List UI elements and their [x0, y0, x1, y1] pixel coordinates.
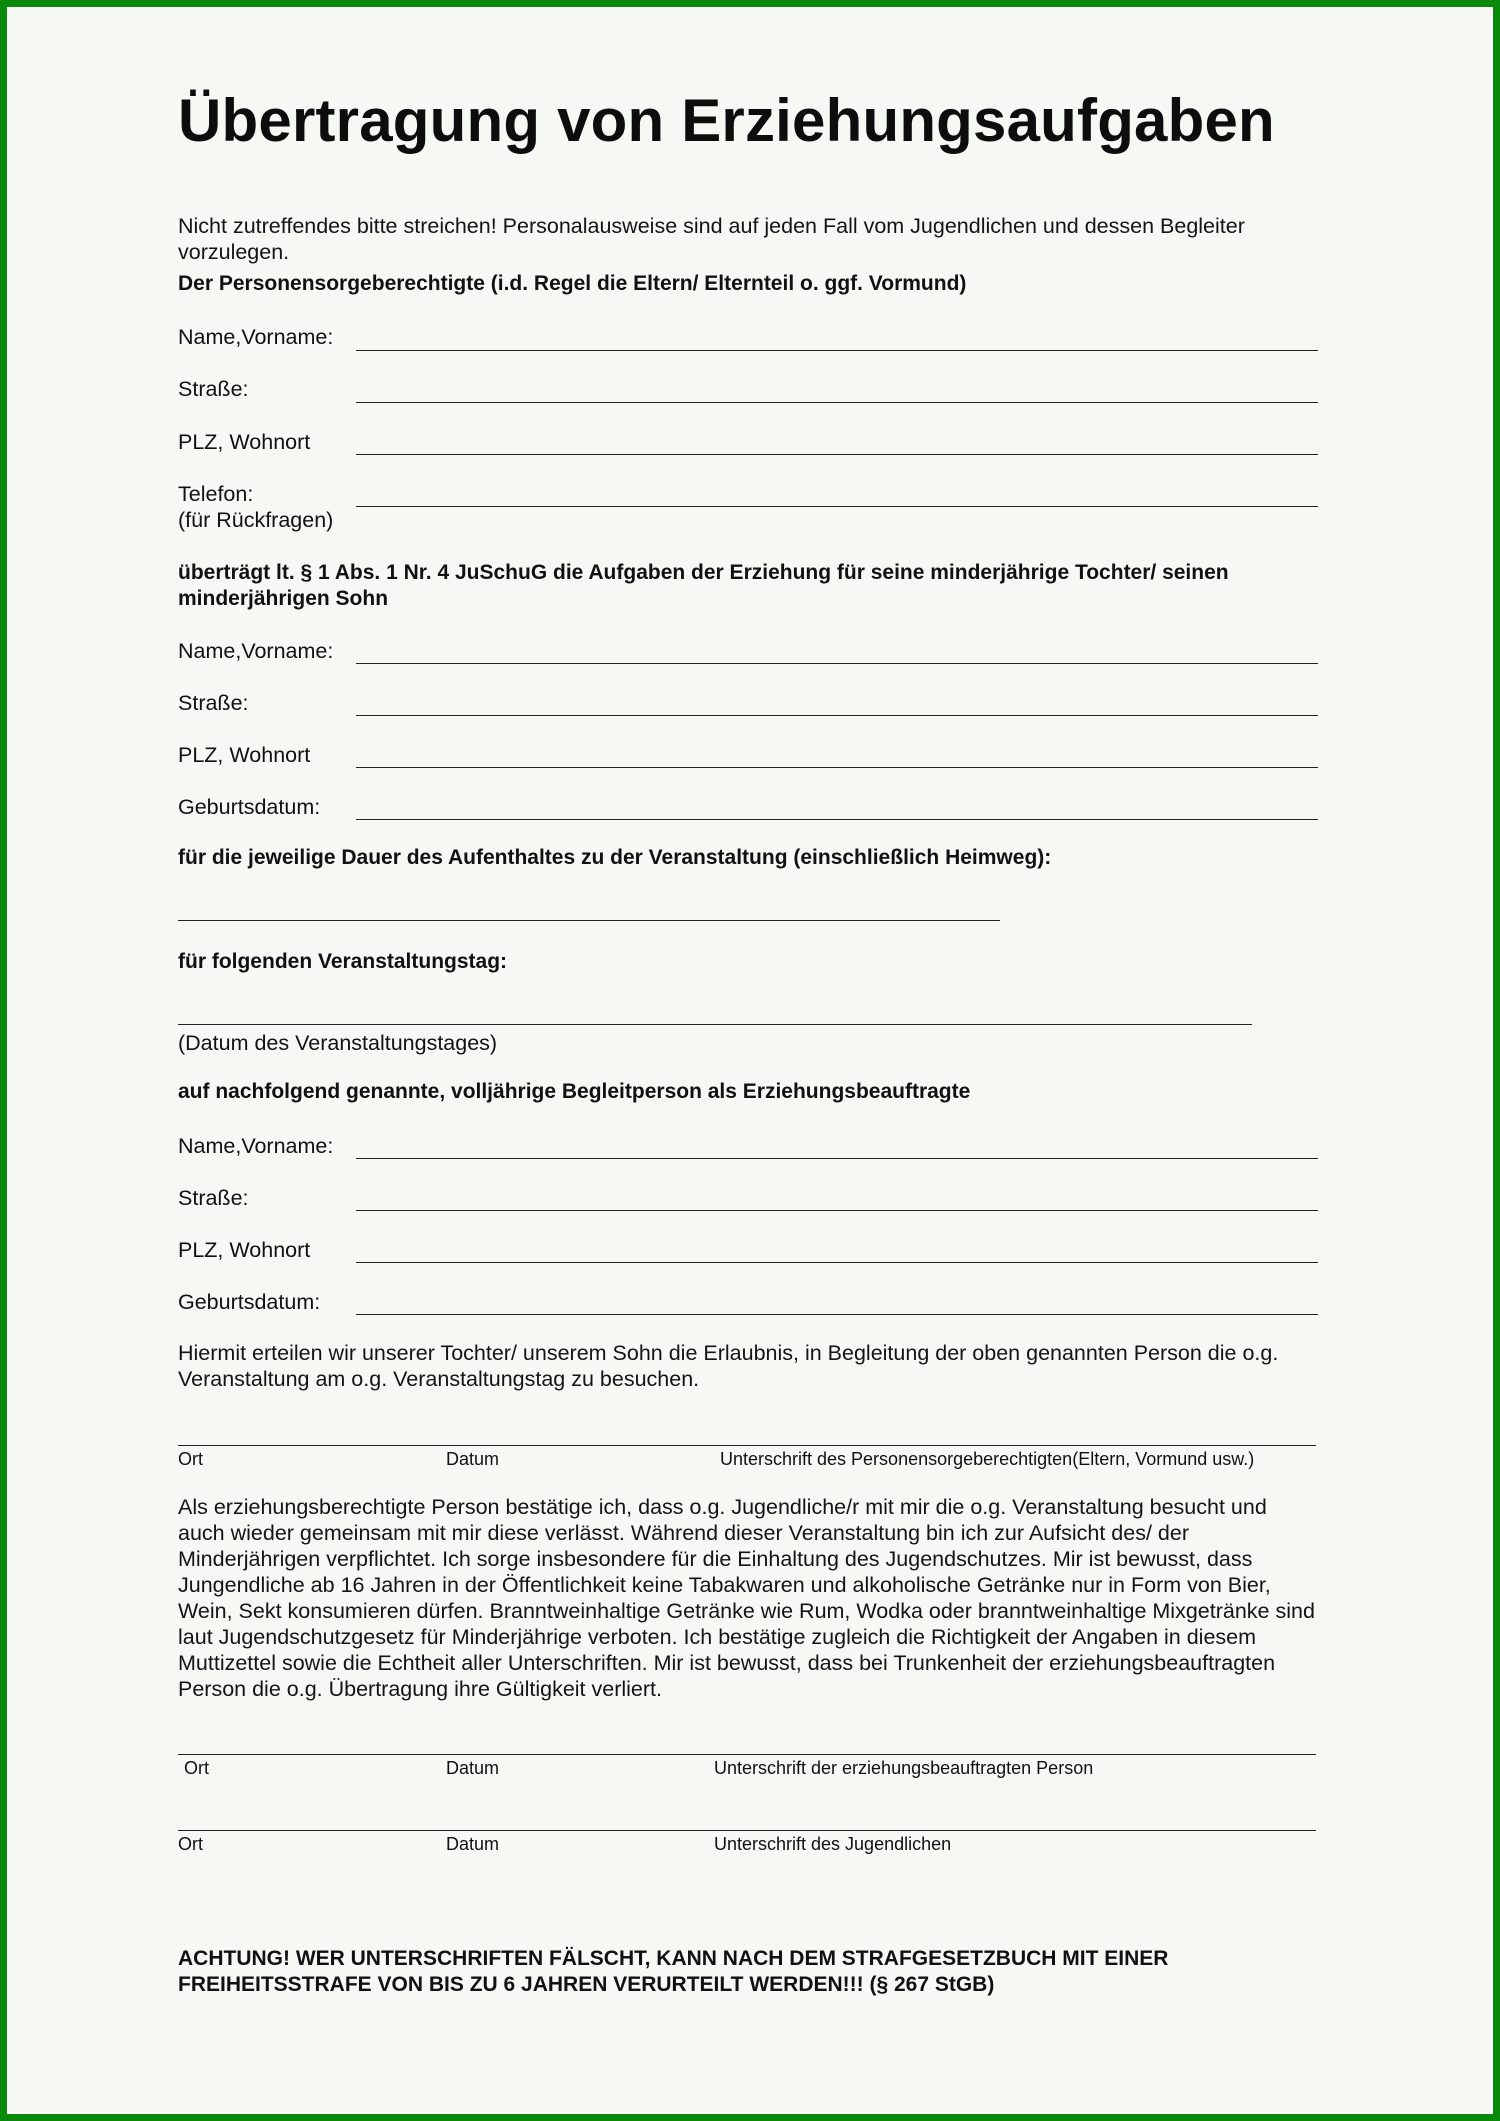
minor-birthdate-label: Geburtsdatum:	[178, 795, 321, 819]
guardian-city-label: PLZ, Wohnort	[178, 430, 311, 454]
companion-signature-line[interactable]	[178, 1754, 1316, 1755]
guardian-city-field[interactable]	[356, 454, 1318, 455]
guardian-phone-field[interactable]	[356, 506, 1318, 507]
signature1-place-label: Ort	[178, 1449, 203, 1469]
minor-name-label: Name,Vorname:	[178, 639, 334, 663]
signature1-date-label: Datum	[446, 1449, 500, 1469]
signature3-place-label: Ort	[178, 1834, 203, 1854]
minor-street-field[interactable]	[356, 715, 1318, 716]
minor-signature-line[interactable]	[178, 1830, 1316, 1831]
minor-street-label: Straße:	[178, 691, 249, 715]
signature1-sign-label: Unterschrift des Personensorgeberechtigten(Eltern, Vormund usw.)	[720, 1449, 1255, 1469]
minor-city-field[interactable]	[356, 767, 1318, 768]
section-minor-heading: überträgt lt. § 1 Abs. 1 Nr. 4 JuSchuG die Aufgaben der Erziehung für seine minderjährige Tochter/ seinen minderjährigen Sohn	[178, 561, 1229, 610]
companion-city-field[interactable]	[356, 1262, 1318, 1263]
forgery-warning: ACHTUNG! WER UNTERSCHRIFTEN FÄLSCHT, KANN NACH DEM STRAFGESETZBUCH MIT EINER FREIHEITSSTRAFE VON BIS ZU 6 JAHREN VERURTEILT WERDEN!!! (§ 267 StGB)	[178, 1947, 1169, 1996]
companion-name-label: Name,Vorname:	[178, 1134, 334, 1158]
guardian-signature-line[interactable]	[178, 1445, 1316, 1446]
companion-street-field[interactable]	[356, 1210, 1318, 1211]
signature3-date-label: Datum	[446, 1834, 500, 1854]
event-date-caption: (Datum des Veranstaltungstages)	[178, 1031, 498, 1055]
guardian-street-field[interactable]	[356, 402, 1318, 403]
signature2-sign-label: Unterschrift der erziehungsbeauftragten Person	[714, 1758, 1094, 1778]
section-guardian-heading: Der Personensorgeberechtigte (i.d. Regel die Eltern/ Elternteil o. ggf. Vormund)	[178, 272, 967, 295]
guardian-phone-label: Telefon:	[178, 482, 254, 506]
companion-birthdate-label: Geburtsdatum:	[178, 1290, 321, 1314]
intro-text: Nicht zutreffendes bitte streichen! Personalausweise sind auf jeden Fall vom Jugendlichen und dessen Begleiter vorzulegen.	[178, 214, 1245, 264]
minor-birthdate-field[interactable]	[356, 819, 1318, 820]
permission-text: Hiermit erteilen wir unserer Tochter/ unserem Sohn die Erlaubnis, in Begleitung der oben genannten Person die o.g. Veranstaltung am o.g. Veranstaltungstag zu besuchen.	[178, 1341, 1279, 1391]
companion-street-label: Straße:	[178, 1186, 249, 1210]
confirmation-text: Als erziehungsberechtigte Person bestätige ich, dass o.g. Jugendliche/r mit mir die o.g. Veranstaltung besucht und auch wieder gemeinsam mit mir diese verlässt. Während dieser Veranstaltung bin ich zur Aufsicht des/ der Minderjährigen verpflichtet. Ich sorge insbesondere für die Einhaltung des Jugendschutzes. Mir ist bewusst, dass Jungendliche ab 16 Jahren in der Öffentlichkeit keine Tabakwaren und alkoholische Getränke nur in Form von Bier, Wein, Sekt konsumieren dürfen. Branntweinhaltige Getränke wie Rum, Wodka oder branntweinhaltige Mixgetränke sind laut Jugendschutzgesetz für Minderjährige verboten. Ich bestätige zugleich die Richtigkeit der Angaben in diesem Muttizettel sowie die Echtheit aller Unterschriften. Mir ist bewusst, dass bei Trunkenheit der erziehungsbeauftragten Person die o.g. Übertragung ihre Gültigkeit verliert.	[178, 1495, 1315, 1701]
section-duration-heading: für die jeweilige Dauer des Aufenthaltes zu der Veranstaltung (einschließlich Heimweg):	[178, 846, 1052, 869]
guardian-phone-note: (für Rückfragen)	[178, 508, 334, 532]
minor-name-field[interactable]	[356, 663, 1318, 664]
guardian-street-label: Straße:	[178, 377, 249, 401]
section-eventday-heading: für folgenden Veranstaltungstag:	[178, 950, 508, 973]
section-companion-heading: auf nachfolgend genannte, volljährige Begleitperson als Erziehungsbeauftragte	[178, 1080, 971, 1103]
document-title: Übertragung von Erziehungsaufgaben	[178, 87, 1275, 154]
companion-name-field[interactable]	[356, 1158, 1318, 1159]
guardian-name-field[interactable]	[356, 350, 1318, 351]
signature2-place-label: Ort	[184, 1758, 209, 1778]
companion-birthdate-field[interactable]	[356, 1314, 1318, 1315]
guardian-name-label: Name,Vorname:	[178, 325, 334, 349]
companion-city-label: PLZ, Wohnort	[178, 1238, 311, 1262]
signature2-date-label: Datum	[446, 1758, 500, 1778]
event-date-field[interactable]	[178, 1024, 1252, 1025]
signature3-sign-label: Unterschrift des Jugendlichen	[714, 1834, 952, 1854]
event-duration-field[interactable]	[178, 920, 1000, 921]
minor-city-label: PLZ, Wohnort	[178, 743, 311, 767]
